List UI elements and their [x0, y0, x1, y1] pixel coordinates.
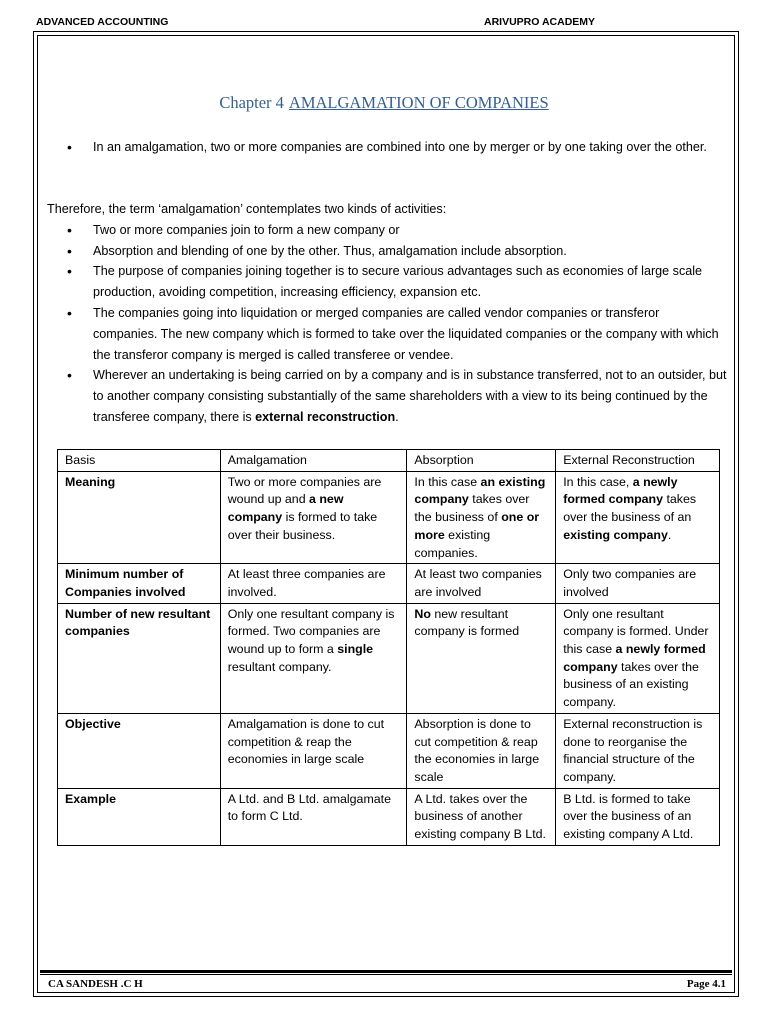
- table-row-label: Number of new resultant companies: [58, 603, 221, 713]
- table-row: [58, 564, 720, 603]
- list-item-external-reconstruction: [47, 365, 727, 427]
- list-item: • The purpose of companies joining together is to secure various advantages such as economies of large scale production, avoiding competition, increasing efficiency, expansion etc.: [47, 261, 727, 303]
- table-cell: A Ltd. takes over the business of another existing company B Ltd.: [407, 788, 556, 845]
- footer-author: CA SANDESH .C H: [48, 978, 143, 990]
- chapter-subject: AMALGAMATION OF COMPANIES: [288, 93, 549, 112]
- table-row: [58, 788, 720, 845]
- table-row: [58, 471, 720, 564]
- bullet-end: .: [395, 409, 399, 424]
- list-item: • The companies going into liquidation or merged companies are called vendor companies or transferor companies. The new company which is formed to take over the liquidated companies or the company with which the transferor company is merged is called transferee or vendee.: [47, 303, 727, 365]
- page-header: [36, 16, 740, 32]
- list-item: • Absorption and blending of one by the other. Thus, amalgamation include absorption.: [47, 241, 727, 262]
- activities-list: [47, 220, 727, 428]
- table-cell: At least three companies are involved.: [220, 564, 407, 603]
- table-row-label: Objective: [58, 713, 221, 788]
- table-cell: In this case an existing company takes over the business of one or more existing companies.: [407, 471, 556, 564]
- chapter-title: [0, 93, 768, 113]
- table-cell: Only one resultant company is formed. Under this case a newly formed company takes over the business of an existing company.: [556, 603, 720, 713]
- table-cell: Absorption is done to cut competition & reap the economies in large scale: [407, 713, 556, 788]
- chapter-number: Chapter 4: [219, 93, 284, 112]
- table-row: [58, 713, 720, 788]
- table-cell: B Ltd. is formed to take over the business of an existing company A Ltd.: [556, 788, 720, 845]
- table-cell: Amalgamation is done to cut competition & reap the economies in large scale: [220, 713, 407, 788]
- header-right-text: ARIVUPRO ACADEMY: [484, 16, 596, 28]
- list-item: • Two or more companies join to form a new company or: [47, 220, 727, 241]
- table-header-cell: Basis: [58, 450, 221, 472]
- table-cell: Two or more companies are wound up and a new company is formed to take over their business.: [220, 471, 407, 564]
- activities-section: [47, 199, 727, 428]
- table-cell: No new resultant company is formed: [407, 603, 556, 713]
- table-cell: Only two companies are involved: [556, 564, 720, 603]
- table-header-row: [58, 450, 720, 472]
- table-cell: External reconstruction is done to reorganise the financial structure of the company.: [556, 713, 720, 788]
- comparison-table: [57, 449, 720, 846]
- bullet-intro: • In an amalgamation, two or more companies are combined into one by merger or by one taking over the other.: [47, 137, 727, 158]
- table-header-cell: External Reconstruction: [556, 450, 720, 472]
- table-header-cell: Amalgamation: [220, 450, 407, 472]
- bullet-text: Wherever an undertaking is being carried on by a company and is in substance transferred, not to an outsider, but to another company consisting substantially of the same shareholders with a view to its being continued by the transferee company, there is: [93, 368, 727, 424]
- intro-section: [47, 137, 727, 158]
- table-row: [58, 603, 720, 713]
- page-footer: [48, 978, 726, 990]
- paragraph-text: Therefore, the term ‘amalgamation’ contemplates two kinds of activities:: [47, 202, 447, 216]
- page-number: Page 4.1: [686, 978, 726, 990]
- table-cell: In this case, a newly formed company takes over the business of an existing company.: [556, 471, 720, 564]
- table-cell: A Ltd. and B Ltd. amalgamate to form C Ltd.: [220, 788, 407, 845]
- table-header-cell: Absorption: [407, 450, 556, 472]
- header-left-text: ADVANCED ACCOUNTING: [36, 16, 169, 28]
- table-row-label: Example: [58, 788, 221, 845]
- table-row-label: Meaning: [58, 471, 221, 564]
- table-row-label: Minimum number of Companies involved: [58, 564, 221, 603]
- table-cell: Only one resultant company is formed. Two companies are wound up to form a single resultant company.: [220, 603, 407, 713]
- bullet-bold-term: external reconstruction: [255, 409, 396, 424]
- table-cell: At least two companies are involved: [407, 564, 556, 603]
- footer-divider: [40, 970, 732, 973]
